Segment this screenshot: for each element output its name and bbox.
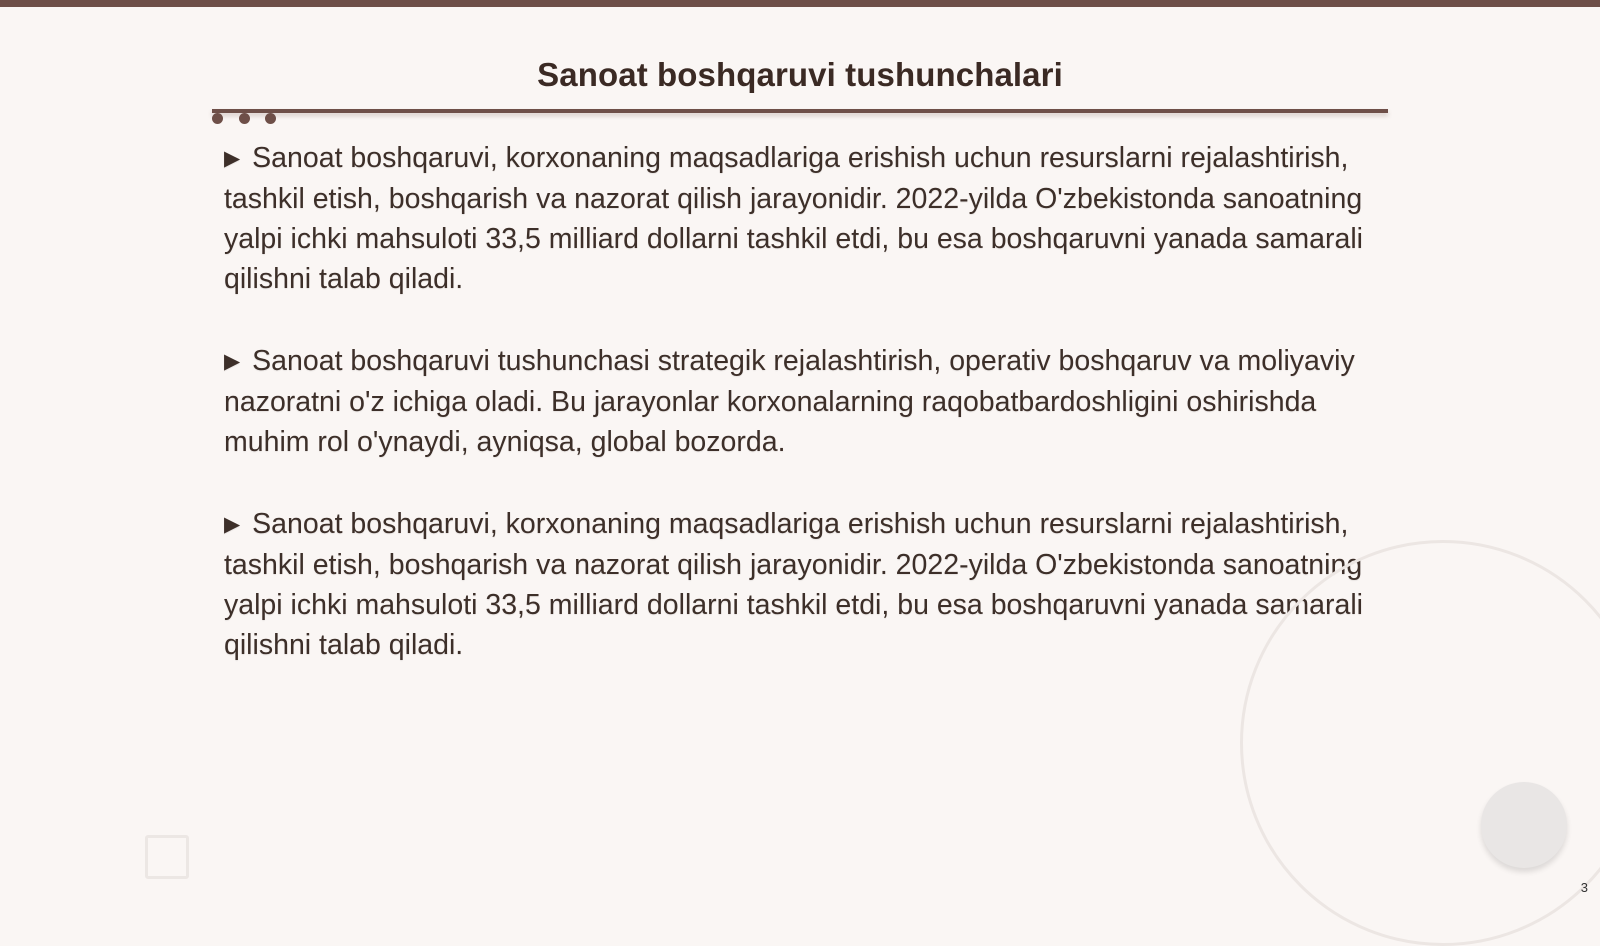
bullet-item (224, 138, 1374, 299)
bullet-item (224, 341, 1374, 462)
page-number: 3 (1580, 880, 1588, 895)
decorative-dot (212, 113, 223, 124)
bullet-text: Sanoat boshqaruvi, korxonaning maqsadlariga erishish uchun resurslarni rejalashtirish, tashkil etish, boshqarish va nazorat qilish jarayonidir. 2022-yilda O'zbekistonda sanoatning yalpi ichki mahsuloti 33,5 milliard dollarni tashkil etdi, bu esa boshqaruvni yanada samarali qilishni talab qiladi. (224, 508, 1364, 661)
triangle-right-icon: ▶ (224, 513, 241, 536)
triangle-right-icon: ▶ (224, 350, 241, 373)
bullet-item (224, 504, 1374, 665)
decorative-square (145, 835, 189, 879)
triangle-right-icon: ▶ (224, 147, 241, 170)
slide-title: Sanoat boshqaruvi tushunchalari (537, 56, 1063, 93)
bullet-text: Sanoat boshqaruvi tushunchasi strategik rejalashtirish, operativ boshqaruv va moliyaviy nazoratni o'z ichiga oladi. Bu jarayonlar korxonalarning raqobatbardoshligini oshirishda muhim rol o'ynaydi, ayniqsa, global bozorda. (224, 345, 1355, 458)
bullet-text: Sanoat boshqaruvi, korxonaning maqsadlariga erishish uchun resurslarni rejalashtirish, tashkil etish, boshqarish va nazorat qilish jarayonidir. 2022-yilda O'zbekistonda sanoatning yalpi ichki mahsuloti 33,5 milliard dollarni tashkil etdi, bu esa boshqaruvni yanada samarali qilishni talab qiladi. (224, 142, 1364, 295)
title-underline (212, 109, 1388, 113)
top-accent-bar (0, 0, 1600, 7)
decorative-dot (265, 113, 276, 124)
bullet-list (224, 138, 1374, 707)
decorative-dot (239, 113, 250, 124)
decorative-circle (1481, 782, 1567, 868)
